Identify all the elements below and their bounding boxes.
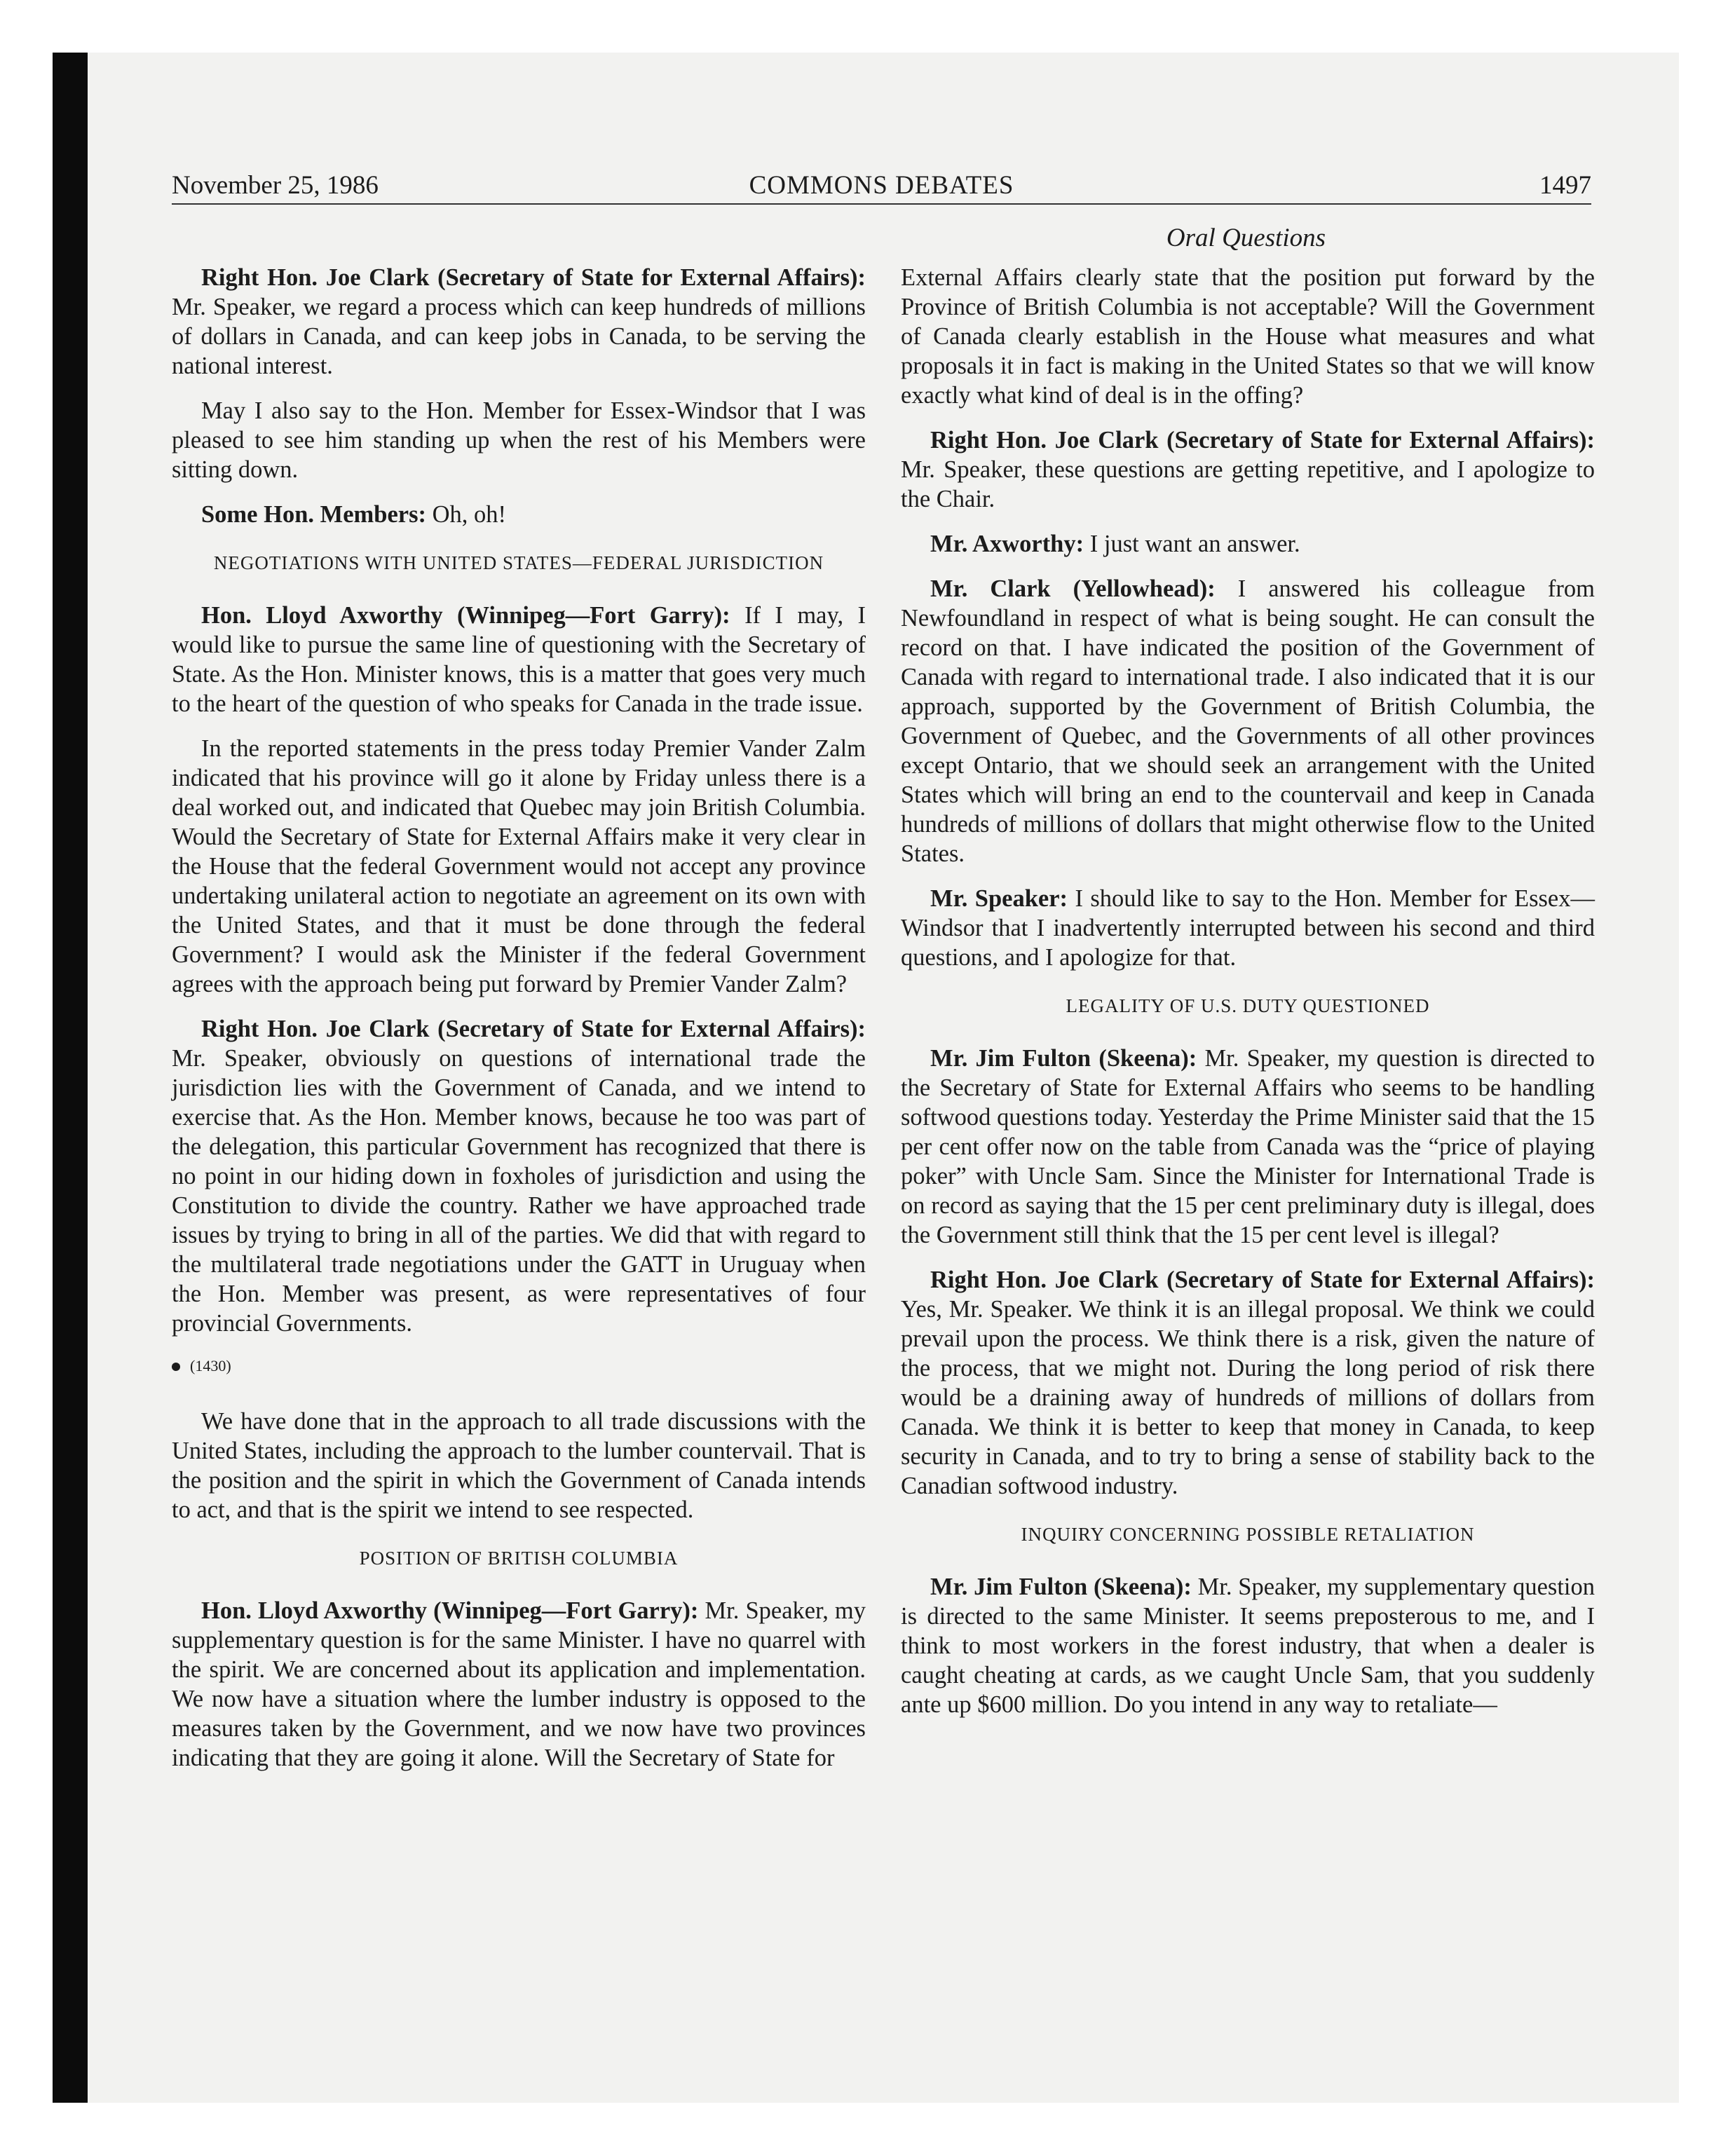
speech-text: We have done that in the approach to all trade discussions with the United States, including the approach to the lumber countervail. That is the position and the spirit in which the Government of Canada intends to act, and that is the spirit we intend to see respected.: [172, 1408, 866, 1523]
speech-text: Mr. Speaker, my question is directed to the Secretary of State for External Affairs who seems to be handling softwood questions today. Yesterday the Prime Minister said that the 15 per cent offer now on the table from Canada was the “price of playing poker” with Uncle Sam. Since the Minister for International Trade is on record as saying that the 15 per cent preliminary duty is illegal, does the Government still think that the 15 per cent level is illegal?: [901, 1045, 1595, 1248]
page-header: [172, 168, 1591, 205]
speech-text: Yes, Mr. Speaker. We think it is an illegal proposal. We think we could prevail upon the process. We think there is a risk, given the nature of the process, that we might not. During the long period of risk there would be a draining away of hundreds of millions of dollars from Canada. We think it is better to keep that money in Canada, to keep security in Canada, and to try to bring a sense of stability back to the Canadian softwood industry.: [901, 1296, 1595, 1499]
speech-text: External Affairs clearly state that the position put forward by the Province of British Columbia is not acceptable? Will the Government of Canada clearly establish in the House what measures and what proposals it in fact is making in the United States so that we will know exactly what kind of deal is in the offing?: [901, 264, 1595, 409]
time-marker-text: (1430): [190, 1357, 231, 1374]
header-title: COMMONS DEBATES: [749, 171, 1014, 200]
left-column: [172, 263, 866, 1788]
right-column: [901, 263, 1595, 1735]
speaker-name: Right Hon. Joe Clark (Secretary of State for External Affairs):: [201, 1016, 866, 1042]
paragraph: [901, 529, 1595, 559]
paragraph: [901, 1044, 1595, 1250]
speech-text: I just want an answer.: [1089, 531, 1300, 557]
paragraph: [172, 601, 866, 718]
paragraph: [901, 1265, 1595, 1501]
paragraph: [172, 734, 866, 999]
paragraph: [172, 500, 866, 529]
paragraph: [901, 574, 1595, 868]
speech-text: May I also say to the Hon. Member for Essex-Windsor that I was pleased to see him standing up when the rest of his Members were sitting down.: [172, 397, 866, 483]
speaker-name: Mr. Jim Fulton (Skeena):: [930, 1045, 1197, 1072]
speech-text: If I may, I would like to pursue the same line of questioning with the Secretary of State. As the Hon. Minister knows, this is a matter that goes very much to the heart of the question of who speaks for Canada in the trade issue.: [172, 602, 866, 717]
speaker-name: Mr. Clark (Yellowhead):: [930, 575, 1216, 602]
speaker-name: Hon. Lloyd Axworthy (Winnipeg—Fort Garry):: [201, 1597, 699, 1624]
paragraph: [172, 263, 866, 381]
paragraph: [901, 884, 1595, 972]
paragraph: [901, 425, 1595, 514]
time-marker: [172, 1353, 866, 1379]
speech-text: In the reported statements in the press today Premier Vander Zalm indicated that his province will go it alone by Friday unless there is a deal worked out, and indicated that Quebec may join British Columbia. Would the Secretary of State for External Affairs make it very clear in the House that the federal Government would not accept any province undertaking unilateral action to negotiate an agreement on its own with the United States, and that it must be done through the federal Government? I would ask the Minister if the federal Government agrees with the approach being put forward by Premier Vander Zalm?: [172, 735, 866, 997]
speaker-name: Some Hon. Members:: [201, 501, 426, 528]
speech-text: Oh, oh!: [432, 501, 507, 528]
bullet-icon: [172, 1363, 180, 1371]
paragraph: [172, 1407, 866, 1524]
speaker-name: Mr. Speaker:: [930, 885, 1068, 912]
speaker-name: Right Hon. Joe Clark (Secretary of State for External Affairs):: [201, 264, 866, 291]
speaker-name: Right Hon. Joe Clark (Secretary of State for External Affairs):: [930, 1267, 1595, 1293]
section-heading: INQUIRY CONCERNING POSSIBLE RETALIATION: [1021, 1524, 1475, 1545]
speech-text: Mr. Speaker, obviously on questions of international trade the jurisdiction lies with the Government of Canada, and we intend to exercise that. As the Hon. Member knows, because he too was part of the delegation, this particular Government has recognized that there is no point in our hiding down in foxholes of jurisdiction and using the Constitution to divide the country. Rather we have approached trade issues by trying to bring in all of the parties. We did that with regard to the multilateral trade negotiations under the GATT in Uruguay when the Hon. Member was present, as were representatives of four provincial Governments.: [172, 1045, 866, 1337]
speech-text: I should like to say to the Hon. Member for Essex—Windsor that I inadvertently interrupted between his second and third questions, and I apologize for that.: [901, 885, 1595, 971]
speaker-name: Hon. Lloyd Axworthy (Winnipeg—Fort Garry):: [201, 602, 730, 629]
speech-text: Mr. Speaker, my supplementary question is directed to the same Minister. It seems preposterous to me, and I think to most workers in the forest industry, that when a dealer is caught cheating at cards, as we caught Uncle Sam, that you suddenly ante up $600 million. Do you intend in any way to retaliate—: [901, 1574, 1595, 1718]
paragraph: [901, 263, 1595, 410]
speech-text: Mr. Speaker, my supplementary question is for the same Minister. I have no quarrel with the spirit. We are concerned about its application and implementation. We now have a situation where the lumber industry is opposed to the measures taken by the Government, and we now have two provinces indicating that they are going it alone. Will the Secretary of State for: [172, 1597, 866, 1771]
header-page-number: 1497: [1539, 171, 1591, 200]
section-heading: LEGALITY OF U.S. DUTY QUESTIONED: [1066, 995, 1430, 1016]
paragraph: [172, 1014, 866, 1338]
speaker-name: Mr. Axworthy:: [930, 531, 1084, 557]
paragraph: [172, 396, 866, 484]
speech-text: Mr. Speaker, these questions are getting repetitive, and I apologize to the Chair.: [901, 456, 1595, 512]
section-heading: NEGOTIATIONS WITH UNITED STATES—FEDERAL JURISDICTION: [213, 552, 824, 573]
speaker-name: Mr. Jim Fulton (Skeena):: [930, 1574, 1192, 1600]
section-heading: POSITION OF BRITISH COLUMBIA: [359, 1548, 679, 1569]
speech-text: I answered his colleague from Newfoundland in respect of what is being sought. He can consult the record on that. I have indicated the position of the Government of Canada with regard to international trade. I also indicated that it is our approach, supported by the Government of British Columbia, the Government of Quebec, and the Governments of all other provinces except Ontario, that we should seek an arrangement with the United States which will bring an end to the countervail and keep in Canada hundreds of millions of dollars that might otherwise flow to the United States.: [901, 575, 1595, 867]
scan-edge-bar: [53, 53, 88, 2103]
paragraph: [172, 1596, 866, 1773]
speech-text: Mr. Speaker, we regard a process which can keep hundreds of millions of dollars in Canada, and can keep jobs in Canada, to be serving the national interest.: [172, 294, 866, 379]
header-date: November 25, 1986: [172, 171, 379, 200]
speaker-name: Right Hon. Joe Clark (Secretary of State for External Affairs):: [930, 427, 1595, 453]
section-label: Oral Questions: [1166, 224, 1326, 252]
paragraph: [901, 1572, 1595, 1719]
